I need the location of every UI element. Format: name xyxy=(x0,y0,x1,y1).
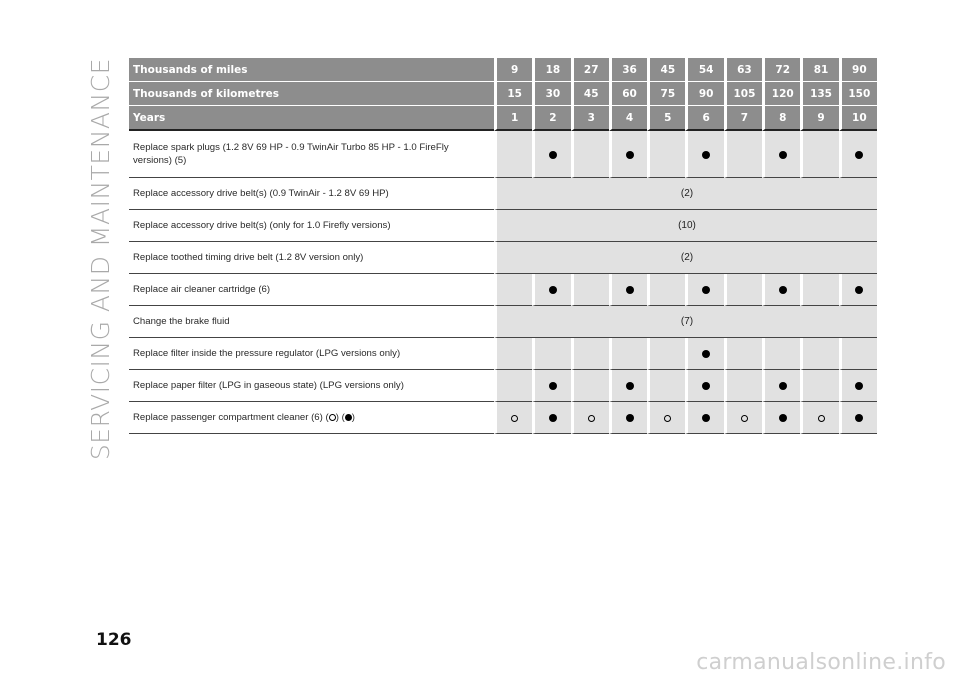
row-description: Replace air cleaner cartridge (6) xyxy=(129,274,494,306)
schedule-cell xyxy=(800,402,838,434)
header-miles-value: 27 xyxy=(571,58,609,82)
filled-circle-icon xyxy=(626,414,634,422)
filled-circle-icon xyxy=(626,286,634,294)
schedule-cell xyxy=(532,402,570,434)
header-km-value: 30 xyxy=(532,82,570,106)
header-years-value: 8 xyxy=(762,106,800,131)
filled-circle-icon xyxy=(779,414,787,422)
schedule-cell xyxy=(762,274,800,306)
header-km-value: 120 xyxy=(762,82,800,106)
schedule-cell xyxy=(724,338,762,370)
schedule-cell xyxy=(800,370,838,402)
row-description-prefix: Replace passenger compartment cleaner (6) ( xyxy=(133,412,329,423)
header-miles-value: 36 xyxy=(609,58,647,82)
schedule-cell xyxy=(762,131,800,178)
filled-circle-icon xyxy=(855,286,863,294)
open-circle-icon xyxy=(511,415,518,422)
header-years-value: 10 xyxy=(839,106,877,131)
header-miles-value: 72 xyxy=(762,58,800,82)
schedule-cell xyxy=(839,402,877,434)
schedule-cell xyxy=(532,131,570,178)
schedule-cell xyxy=(494,274,532,306)
schedule-cell xyxy=(762,338,800,370)
schedule-cell xyxy=(800,131,838,178)
schedule-cell xyxy=(571,274,609,306)
schedule-cell xyxy=(685,338,723,370)
schedule-cell xyxy=(685,274,723,306)
schedule-cell xyxy=(647,402,685,434)
schedule-cell xyxy=(762,402,800,434)
row-description-suffix: ) xyxy=(351,412,355,423)
schedule-cell xyxy=(839,131,877,178)
filled-circle-icon xyxy=(779,382,787,390)
schedule-cell xyxy=(571,370,609,402)
header-row-miles xyxy=(129,58,877,82)
row-span-note: (7) xyxy=(494,306,877,338)
header-years-value: 6 xyxy=(685,106,723,131)
schedule-cell xyxy=(685,131,723,178)
filled-circle-icon xyxy=(702,382,710,390)
row-description: Replace accessory drive belt(s) (0.9 TwinAir - 1.2 8V 69 HP) xyxy=(129,178,494,210)
header-years-value: 9 xyxy=(800,106,838,131)
open-circle-icon xyxy=(329,414,336,421)
header-km-value: 90 xyxy=(685,82,723,106)
row-description-mid: ) ( xyxy=(335,412,345,423)
schedule-cell xyxy=(762,370,800,402)
filled-circle-icon xyxy=(549,151,557,159)
header-years-value: 1 xyxy=(494,106,532,131)
section-title xyxy=(84,58,116,461)
schedule-row-lpg-paper-filter xyxy=(129,370,877,402)
schedule-row-brake-fluid xyxy=(129,306,877,338)
schedule-cell xyxy=(532,274,570,306)
filled-circle-icon xyxy=(345,414,352,421)
filled-circle-icon xyxy=(549,382,557,390)
page-number: 126 xyxy=(96,630,132,650)
schedule-cell xyxy=(609,274,647,306)
schedule-cell xyxy=(494,131,532,178)
schedule-cell xyxy=(647,131,685,178)
header-years-value: 7 xyxy=(724,106,762,131)
schedule-cell xyxy=(839,370,877,402)
watermark: carmanualsonline.info xyxy=(696,650,946,675)
schedule-cell xyxy=(724,370,762,402)
header-label-years: Years xyxy=(129,106,494,131)
schedule-cell xyxy=(571,131,609,178)
filled-circle-icon xyxy=(626,151,634,159)
schedule-row-air-cleaner xyxy=(129,274,877,306)
schedule-cell xyxy=(494,338,532,370)
open-circle-icon xyxy=(741,415,748,422)
open-circle-icon xyxy=(588,415,595,422)
schedule-cell xyxy=(800,274,838,306)
schedule-cell xyxy=(839,338,877,370)
schedule-cell xyxy=(647,274,685,306)
header-miles-value: 54 xyxy=(685,58,723,82)
schedule-cell xyxy=(647,338,685,370)
filled-circle-icon xyxy=(549,414,557,422)
header-years-value: 3 xyxy=(571,106,609,131)
header-miles-value: 81 xyxy=(800,58,838,82)
schedule-row-cabin-cleaner xyxy=(129,402,877,434)
open-circle-icon xyxy=(818,415,825,422)
row-description: Replace paper filter (LPG in gaseous state) (LPG versions only) xyxy=(129,370,494,402)
header-label-miles: Thousands of miles xyxy=(129,58,494,82)
filled-circle-icon xyxy=(702,414,710,422)
header-km-value: 105 xyxy=(724,82,762,106)
row-span-note: (10) xyxy=(494,210,877,242)
schedule-row-accessory-belt-firefly xyxy=(129,210,877,242)
schedule-row-accessory-belt-twinair xyxy=(129,178,877,210)
schedule-cell xyxy=(800,338,838,370)
filled-circle-icon xyxy=(855,382,863,390)
schedule-cell xyxy=(609,131,647,178)
filled-circle-icon xyxy=(702,350,710,358)
schedule-cell xyxy=(685,370,723,402)
header-km-value: 45 xyxy=(571,82,609,106)
header-miles-value: 9 xyxy=(494,58,532,82)
row-description: Replace filter inside the pressure regulator (LPG versions only) xyxy=(129,338,494,370)
schedule-cell xyxy=(609,402,647,434)
schedule-row-timing-belt xyxy=(129,242,877,274)
maintenance-schedule-table xyxy=(129,58,877,434)
filled-circle-icon xyxy=(779,151,787,159)
schedule-cell xyxy=(532,370,570,402)
schedule-cell xyxy=(647,370,685,402)
header-km-value: 15 xyxy=(494,82,532,106)
row-span-note: (2) xyxy=(494,178,877,210)
filled-circle-icon xyxy=(855,151,863,159)
schedule-cell xyxy=(571,402,609,434)
filled-circle-icon xyxy=(702,286,710,294)
header-years-value: 5 xyxy=(647,106,685,131)
schedule-cell xyxy=(494,402,532,434)
header-years-value: 2 xyxy=(532,106,570,131)
header-miles-value: 90 xyxy=(839,58,877,82)
schedule-cell xyxy=(724,402,762,434)
filled-circle-icon xyxy=(702,151,710,159)
header-label-kilometres: Thousands of kilometres xyxy=(129,82,494,106)
header-km-value: 150 xyxy=(839,82,877,106)
header-km-value: 75 xyxy=(647,82,685,106)
schedule-cell xyxy=(839,274,877,306)
header-km-value: 60 xyxy=(609,82,647,106)
schedule-row-lpg-regulator-filter xyxy=(129,338,877,370)
header-miles-value: 18 xyxy=(532,58,570,82)
row-description: Change the brake fluid xyxy=(129,306,494,338)
schedule-cell xyxy=(609,338,647,370)
filled-circle-icon xyxy=(779,286,787,294)
schedule-cell xyxy=(609,370,647,402)
header-miles-value: 45 xyxy=(647,58,685,82)
filled-circle-icon xyxy=(549,286,557,294)
section-title-text: SERVICING AND MAINTENANCE xyxy=(85,58,115,461)
schedule-cell xyxy=(494,370,532,402)
filled-circle-icon xyxy=(855,414,863,422)
row-description: Replace toothed timing drive belt (1.2 8V version only) xyxy=(129,242,494,274)
schedule-row-spark-plugs xyxy=(129,131,877,178)
header-years-value: 4 xyxy=(609,106,647,131)
row-span-note: (2) xyxy=(494,242,877,274)
header-km-value: 135 xyxy=(800,82,838,106)
row-description: Replace accessory drive belt(s) (only for 1.0 Firefly versions) xyxy=(129,210,494,242)
header-row-years xyxy=(129,106,877,131)
filled-circle-icon xyxy=(626,382,634,390)
schedule-cell xyxy=(724,274,762,306)
open-circle-icon xyxy=(664,415,671,422)
header-miles-value: 63 xyxy=(724,58,762,82)
row-description: Replace spark plugs (1.2 8V 69 HP - 0.9 TwinAir Turbo 85 HP - 1.0 FireFly versions) (5) xyxy=(129,131,494,178)
schedule-cell xyxy=(532,338,570,370)
row-description xyxy=(129,402,494,434)
header-row-kilometres xyxy=(129,82,877,106)
schedule-cell xyxy=(724,131,762,178)
schedule-cell xyxy=(685,402,723,434)
schedule-cell xyxy=(571,338,609,370)
